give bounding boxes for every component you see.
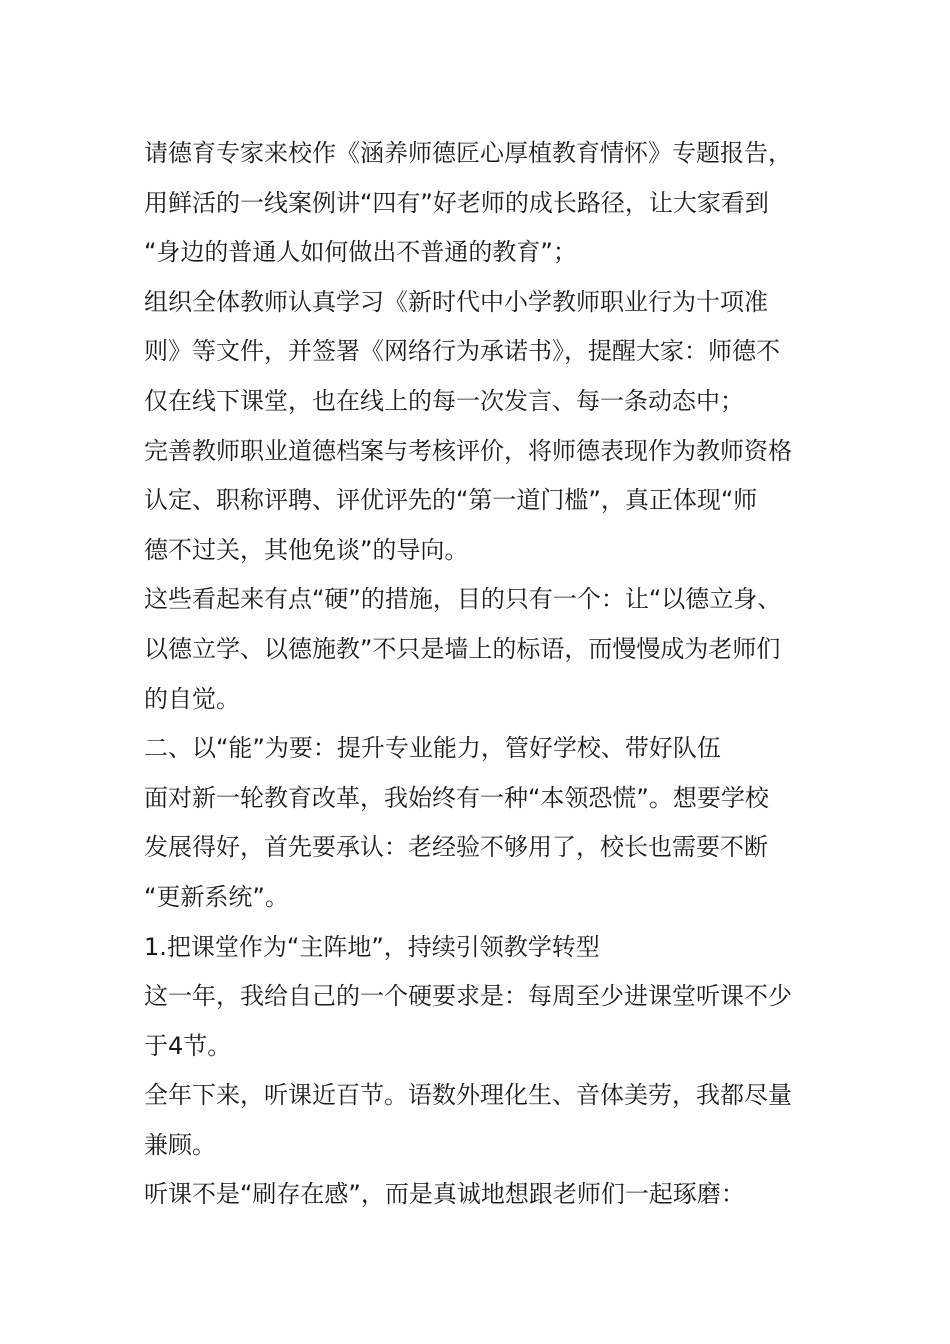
text-line: “身边的普通人如何做出不普通的教育”； <box>144 238 577 267</box>
text-line: 的自觉。 <box>144 684 240 713</box>
text-line: 这些看起来有点“硬”的措施，目的只有一个：让“以德立身、 <box>144 585 782 614</box>
section-heading: 二、以“能”为要：提升专业能力，管好学校、带好队伍 <box>144 734 721 763</box>
text-line: 面对新一轮教育改革，我始终有一种“本领恐慌”。想要学校 <box>144 783 769 812</box>
text-line: 完善教师职业道德档案与考核评价，将师德表现作为教师资格 <box>144 436 792 465</box>
text-line: 德不过关，其他免谈”的导向。 <box>144 535 469 564</box>
text-line: “更新系统”。 <box>144 882 289 911</box>
text-line: 则》等文件，并签署《网络行为承诺书》，提醒大家：师德不 <box>144 337 780 366</box>
text-line: 认定、职称评聘、评优评先的“第一道门槛”，真正体现“师 <box>144 486 758 515</box>
text-line: 全年下来，听课近百节。语数外理化生、音体美劳，我都尽量 <box>144 1081 792 1110</box>
text-line: 以德立学、以德施教”不只是墙上的标语，而慢慢成为老师们 <box>144 634 781 663</box>
text-line: 组织全体教师认真学习《新时代中小学教师职业行为十项准 <box>144 287 768 316</box>
text-line: 用鲜活的一线案例讲“四有”好老师的成长路径，让大家看到 <box>144 188 769 217</box>
text-line: 发展得好，首先要承认：老经验不够用了，校长也需要不断 <box>144 833 768 862</box>
text-line: 于4节。 <box>144 1031 232 1060</box>
text-line: 兼顾。 <box>144 1130 216 1159</box>
document-body <box>144 129 824 1220</box>
text-line: 请德育专家来校作《涵养师德匠心厚植教育情怀》专题报告， <box>144 139 792 167</box>
text-line: 这一年，我给自己的一个硬要求是：每周至少进课堂听课不少 <box>144 982 792 1011</box>
subsection-heading: 1.把课堂作为“主阵地”，持续引领教学转型 <box>144 932 600 961</box>
text-line: 仅在线下课堂，也在线上的每一次发言、每一条动态中； <box>144 386 744 415</box>
text-line: 听课不是“刷存在感”，而是真诚地想跟老师们一起琢磨： <box>144 1180 745 1209</box>
